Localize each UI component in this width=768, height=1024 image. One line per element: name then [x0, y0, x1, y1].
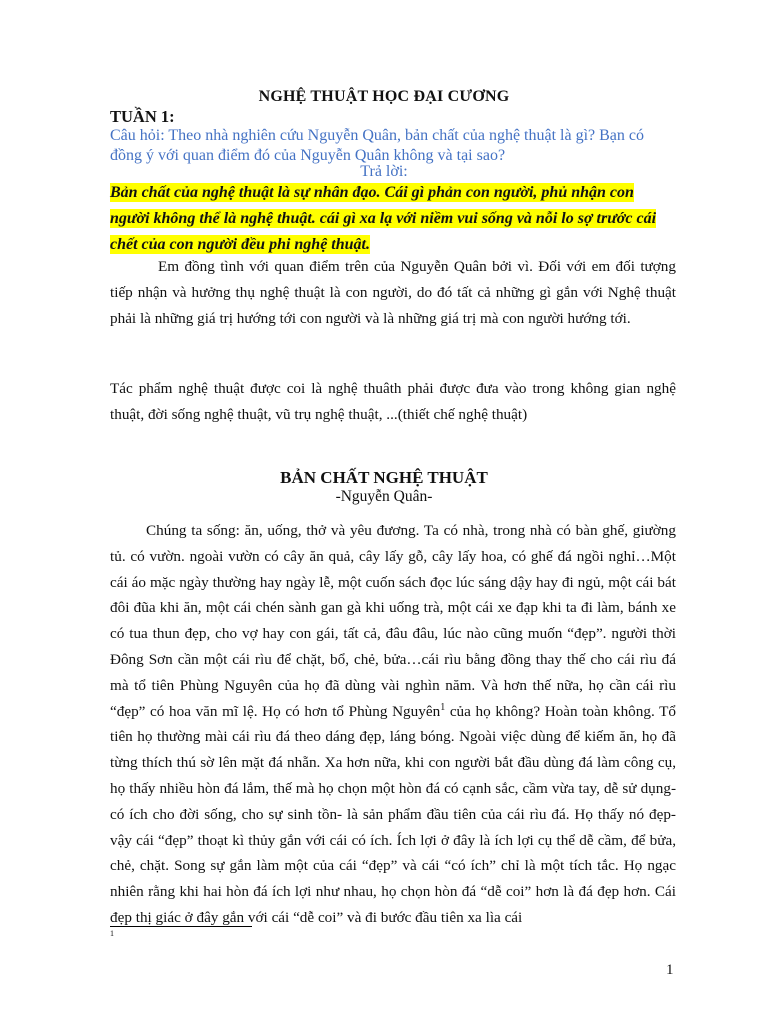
highlighted-answer-text: Bản chất của nghệ thuật là sự nhân đạo. Cái gì phản con người, phủ nhận con người không thể là nghệ thuật. cái gì xa lạ với niềm vui sống và nỗi lo sợ trước cái chết của con người đều phi nghệ thuật. [110, 184, 657, 253]
week-heading: TUẦN 1: [110, 107, 175, 126]
footnote-number: 1 [110, 929, 114, 938]
author-line: -Nguyễn Quân- [335, 488, 433, 505]
body-text-part1: Chúng ta sống: ăn, uống, thở và yêu đương. Ta có nhà, trong nhà có bàn ghế, giường tủ. có vườn. ngoài vườn có cây ăn quả, cây lấy gỗ, cây lấy hoa, có ghế đá ngồi nghỉ…Một cái áo mặc ngày thường hay ngày lễ, một cuốn sách đọc lúc sáng dậy hay đi ngủ, một cái bát đôi đũa khi ăn, một cái chén sành gan gà khi uống trà, một cái xe đạp khi ta đi làm, bánh xe có tua thun đẹp, cho vợ hay con gái, tất cả, đâu đâu, lúc nào cũng muốn “đẹp”. người thời Đông Sơn cần một cái rìu để chặt, bổ, chẻ, bửa…cái rìu bằng đồng thay thế cho cái rìu đá mà tổ tiên Phùng Nguyên của họ đã dùng vài nghìn năm. Và hơn thế nữa, họ cần cái rìu “đẹp” có hoa văn mĩ lệ. Họ có hơn tổ Phùng Nguyên [110, 522, 676, 720]
footnote-reference[interactable]: 1 [440, 701, 446, 713]
document-title: NGHỆ THUẬT HỌC ĐẠI CƯƠNG [258, 88, 510, 105]
answer-label: Trả lời: [360, 163, 408, 180]
page-number: 1 [666, 962, 674, 978]
artwork-paragraph: Tác phẩm nghệ thuật được coi là nghệ thuâth phải được đưa vào trong không gian nghệ thuật, đời sống nghệ thuật, vũ trụ nghệ thuật, ...(thiết chế nghệ thuật) [110, 380, 676, 423]
highlighted-answer [110, 180, 676, 258]
footnote-separator [110, 926, 252, 927]
question-text: Câu hỏi: Theo nhà nghiên cứu Nguyễn Quân, bản chất của nghệ thuật là gì? Bạn có đồng ý với quan điểm đó của Nguyễn Quân không và tại sao? [110, 127, 644, 164]
body-text-part2: của họ không? Hoàn toàn không. Tổ tiên họ thường mài cái rìu đá theo dáng đẹp, láng bóng. Ngoài việc dùng để kiếm ăn, họ đã từng thích thú sờ lên mặt đá nhẵn. Xa hơn nữa, khi con người bắt đầu dùng đá làm công cụ, họ thấy nhiều hòn đá lắm, thế mà họ chọn một hòn đá có cạnh sắc, cầm vừa tay, dễ sử dụng- có ích cho đời sống, cho sự sinh tồn- là sản phẩm đầu tiên của cái rìu đá. Họ thấy nó đẹp- vậy cái “đẹp” thoạt kì thủy gắn với cái có ích. Ích lợi ở đây là ích lợi cụ thể dễ cầm, để bửa, chẻ, chặt. Song sự gắn làm một của cái “đẹp” và cái “có ích” chỉ là một tích tắc. Họ ngạc nhiên rằng khi hai hòn đá ích lợi như nhau, họ chọn hòn đá “dễ coi” hơn là đá đẹp hơn. Cái đẹp thị giác ở đây gắn với cái “dễ coi” và đi bước đầu tiên xa lìa cái [110, 702, 676, 926]
body-paragraph [110, 518, 676, 931]
agree-paragraph: Em đồng tình với quan điểm trên của Nguyễn Quân bởi vì. Đối với em đối tượng tiếp nhận và hưởng thụ nghệ thuật là con người, do đó tất cả những gì gắn với Nghệ thuật phải là những giá trị hướng tới con người và là những giá trị mà con người hướng tới. [110, 258, 676, 327]
section-title: BẢN CHẤT NGHỆ THUẬT [280, 468, 488, 487]
